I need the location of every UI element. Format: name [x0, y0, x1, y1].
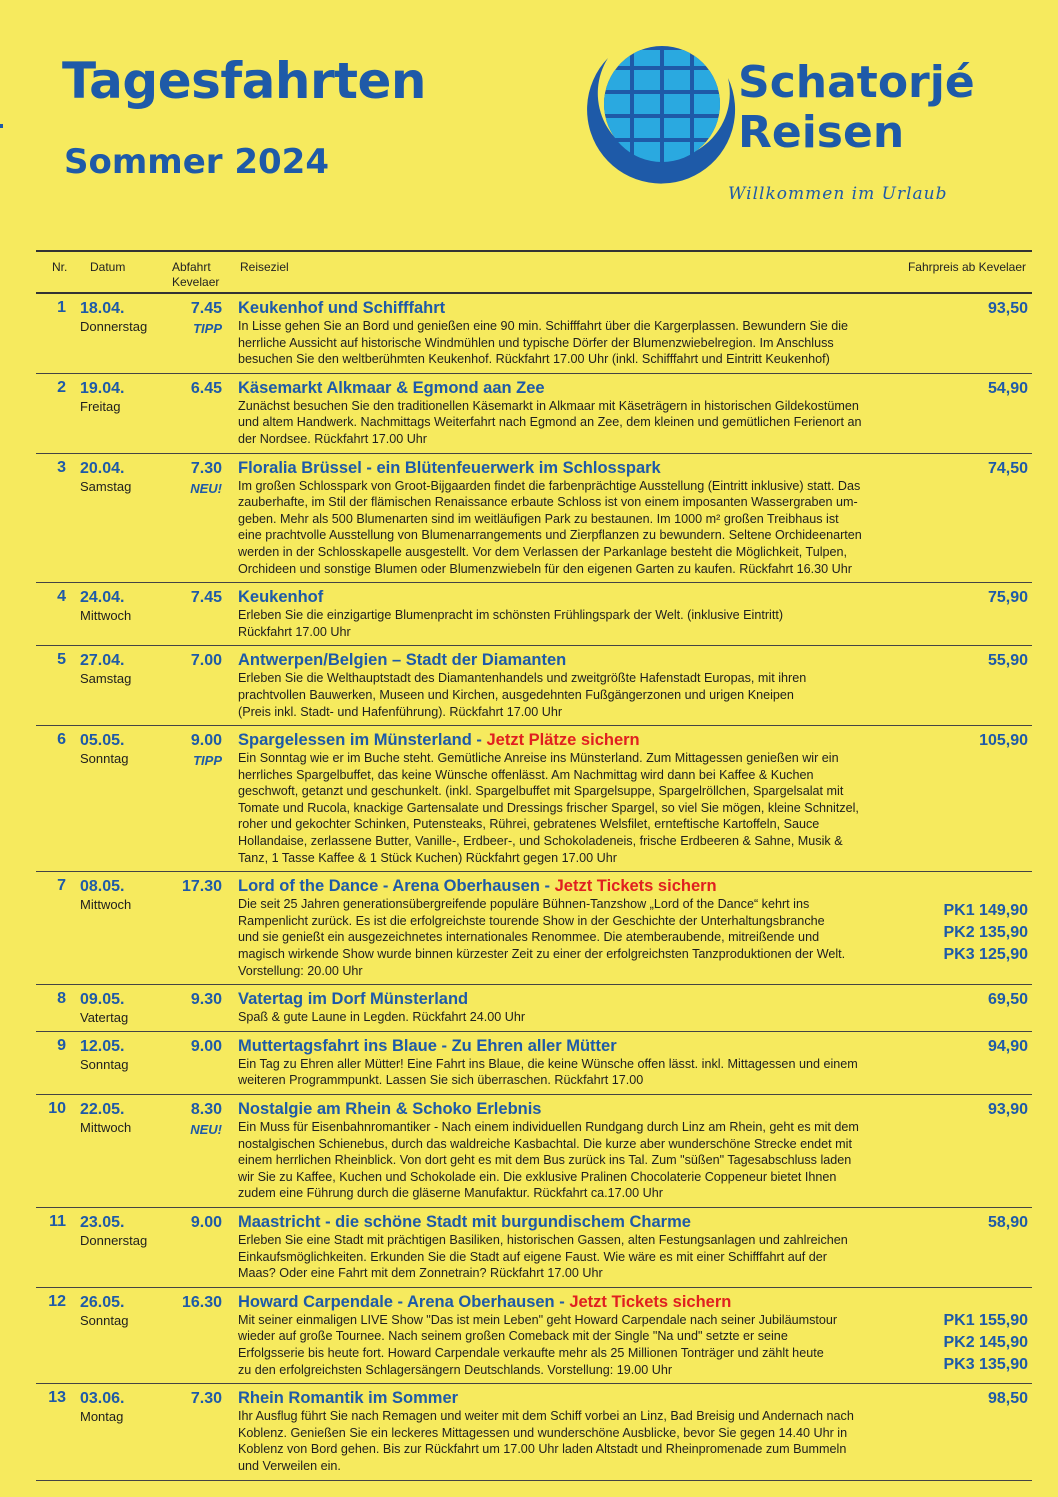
trip-description-line: Rückfahrt 17.00 Uhr	[238, 624, 351, 639]
trip-departure-time: 9.00	[190, 732, 222, 750]
trip-departure	[172, 299, 222, 339]
trip-price: 94,90	[987, 1037, 1028, 1055]
trip-number: 3	[57, 458, 66, 476]
trip-description-line: Die seit 25 Jahren generationsübergreifende populäre Bühnen-Tanzshow „Lord of the Dance“ kehrt ins	[238, 897, 810, 912]
trip-number: 12	[48, 1292, 66, 1310]
col-departure-line1: Abfahrt	[172, 260, 211, 274]
col-nr: Nr.	[52, 260, 68, 274]
trip-weekday: Sonntag	[80, 1056, 129, 1072]
trip-departure	[172, 1037, 222, 1057]
trip-description-line: Ein Muss für Eisenbahnromantiker - Nach einem individuellen Rundgang durch Linz am Rhein, geht es mit dem	[238, 1120, 859, 1134]
trip-date-value: 27.04.	[80, 652, 125, 670]
col-destination: Reiseziel	[240, 260, 289, 274]
trip-description-line: roher und gekochter Schinken, Putensteaks, Rührei, gebratenes Welsfilet, ernteftische Kartoffeln, Sauce	[238, 817, 820, 832]
trip-description-line: Erleben Sie die Welthauptstadt des Diamantenhandels und zweitgrößte Hafenstadt Europas, mit ihren	[238, 671, 807, 686]
trip-number: 9	[57, 1036, 66, 1054]
company-slogan: Willkommen im Urlaub	[728, 184, 948, 204]
trip-highlight: Jetzt Plätze sichern	[486, 731, 640, 750]
trip-description-line: Rampenlicht zurück. Es ist die erfolgreichste tourende Show in der Geschichte der Unterhaltungsbranche	[238, 913, 825, 928]
trip-date-value: 22.05.	[80, 1101, 125, 1118]
trip-description-line: nostalgischen Schienebus, durch das waldreiche Kasbachtal. Die kurze aber wunderschöne Strecke endet mit	[238, 1136, 852, 1151]
trip-highlight: Jetzt Tickets sichern	[554, 877, 717, 896]
trip-weekday: Vatertag	[80, 1010, 129, 1026]
trip-description-line: magisch wirkende Show wurde binnen kürzester Zeit zu einer der erfolgreichsten Tanzproduktionen der Welt.	[238, 947, 846, 962]
trip-number: 2	[57, 378, 66, 396]
trip-row	[36, 985, 1032, 1032]
trip-description-line: werden in der Schlosskapelle ausgestellt. Vor dem Verlassen der Parkanlage besteht die Möglichkeit, Tulpen,	[238, 544, 848, 559]
trip-date-value: 03.06.	[80, 1390, 125, 1408]
trip-description-line: Ihr Ausflug führt Sie nach Remagen und weiter mit dem Schiff vorbei an Linz, Bad Breisig und Andernach nach	[238, 1409, 854, 1424]
trip-weekday: Sonntag	[80, 751, 129, 767]
trip-description-line: Koblenz. Genießen Sie ein leckeres Mittagessen und wunderschöne Ausblicke, bevor Sie gegen 14.40 Uhr in	[238, 1425, 848, 1440]
globe-icon	[578, 38, 738, 198]
trip-highlight: Jetzt Tickets sichern	[569, 1292, 732, 1311]
trip-price: 93,50	[987, 300, 1028, 317]
trip-description-line: besuchen Sie den weltberühmten Keukenhof. Rückfahrt 17.00 Uhr (inkl. Schifffahrt und Eintritt Keukenhof)	[238, 352, 830, 367]
company-name-line2: Reisen	[738, 107, 905, 158]
trip-departure-time: 7.45	[190, 589, 222, 607]
table-header	[36, 250, 1032, 294]
trip-description-line: Ein Tag zu Ehren aller Mütter! Eine Fahrt ins Blaue, die keine Wünsche offen lässt. inkl. Mittagessen und einem	[238, 1056, 858, 1071]
trip-details	[238, 1292, 914, 1378]
trip-description-line: Zunächst besuchen Sie den traditionellen Käsemarkt in Alkmaar mit Käseträgern in historischen Gildekostümen	[238, 398, 859, 413]
trip-title-text: Howard Carpendale - Arena Oberhausen -	[238, 1292, 570, 1311]
trip-title	[238, 458, 914, 478]
trip-departure	[172, 1100, 222, 1140]
trip-description-line: und altem Handwerk. Nachmittags Weiterfahrt nach Egmond an Zee, dem kleinen und gemütlichen Ferienort an	[238, 415, 862, 430]
trip-details	[238, 298, 914, 368]
trip-weekday: Freitag	[80, 398, 121, 414]
trip-number: 4	[57, 588, 66, 606]
trip-title-text: Floralia Brüssel - ein Blütenfeuerwerk im Schlosspark	[238, 458, 661, 477]
trip-title-text: Muttertagsfahrt ins Blaue - Zu Ehren aller Mütter	[238, 1036, 617, 1055]
trip-price: 55,90	[987, 652, 1028, 670]
trip-tag-badge: NEU!	[190, 480, 222, 496]
trip-row	[36, 1208, 1032, 1288]
trip-number: 7	[57, 877, 66, 895]
col-departure	[172, 260, 219, 290]
trip-row	[36, 454, 1032, 584]
trip-description-line: wir Sie zu Kaffee, Kuchen und Schokolade ein. Die exklusive Pralinen Chocolaterie Coppeneur bietet Ihnen	[238, 1169, 837, 1184]
trip-price-category: PK2 145,90	[943, 1333, 1028, 1351]
trip-title-text: Keukenhof und Schifffahrt	[238, 299, 446, 317]
trip-title	[238, 989, 914, 1009]
trip-departure	[172, 1213, 222, 1233]
company-name-line1: Schatorjé	[738, 57, 975, 108]
trip-departure-time: 7.00	[190, 652, 222, 670]
trip-weekday: Sonntag	[80, 1312, 129, 1328]
trip-details	[238, 876, 914, 979]
trip-title-text: Antwerpen/Belgien – Stadt der Diamanten	[238, 651, 567, 670]
trip-price-category: PK1 155,90	[943, 1311, 1028, 1329]
trip-departure-time: 9.30	[190, 991, 222, 1009]
trip-number: 13	[48, 1389, 66, 1407]
trip-price-category: PK3 125,90	[943, 945, 1028, 963]
trip-departure	[172, 1293, 222, 1313]
trip-tag-badge: TIPP	[193, 321, 222, 336]
trip-description-line: Vorstellung: 20.00 Uhr	[238, 963, 363, 978]
trip-description-line: einem herrlichen Rheinblick. Von dort geht es mit dem Bus zurück ins Tal. Zum "süßen" Tagesabschluss laden	[238, 1153, 852, 1168]
trip-description-line: geben. Mehr als 500 Blumenarten sind im weitläufigen Park zu bestaunen. Im 1000 m² großen Treibhaus ist	[238, 511, 839, 526]
trip-weekday: Samstag	[80, 478, 132, 494]
trip-number: 11	[49, 1212, 66, 1230]
trip-price: 54,90	[987, 379, 1028, 397]
trip-description-line: Maas? Oder eine Fahrt mit dem Zonnetrain? Rückfahrt 17.00 Uhr	[238, 1266, 603, 1281]
trip-details	[238, 587, 914, 640]
trip-description-line: Tanz, 1 Tasse Kaffee & 1 Stück Kuchen) Rückfahrt gegen 17.00 Uhr	[238, 850, 617, 865]
trip-description-line: Koblenz von Bord gehen. Bis zur Rückfahrt um 17.00 Uhr laden Altstadt und Rheinpromenade zum Bummeln	[238, 1442, 847, 1457]
trip-table	[36, 250, 1032, 1481]
trip-title-text: Nostalgie am Rhein & Schoko Erlebnis	[238, 1100, 542, 1118]
trip-price-category: PK2 135,90	[943, 923, 1028, 941]
trip-row	[36, 583, 1032, 646]
trip-row	[36, 1095, 1032, 1208]
trip-date-value: 19.04.	[80, 379, 125, 397]
trip-date-value: 09.05.	[80, 991, 125, 1009]
trip-description-line: Einkaufsmöglichkeiten. Erkunden Sie die Stadt auf eigene Faust. Wie wäre es mit einer Schifffahrt auf der	[238, 1249, 827, 1264]
trip-details	[238, 650, 914, 720]
trip-departure	[172, 990, 222, 1010]
trip-title	[238, 1388, 914, 1408]
trip-price: 58,90	[987, 1213, 1028, 1231]
trip-title	[238, 587, 914, 607]
trip-departure	[172, 877, 222, 897]
trip-weekday: Donnerstag	[80, 319, 148, 334]
trip-departure	[172, 379, 222, 399]
trip-weekday: Samstag	[80, 671, 132, 687]
trip-description-line: herrliches Spargelbuffet, das keine Wünsche offenlässt. Am Nachmittag wird dann bei Kaffee & Kuchen	[238, 767, 814, 782]
trip-tag-badge: TIPP	[193, 753, 222, 769]
trip-description-line: Tomate und Rucola, knackige Gartensalate und Dressings frischer Spargel, so viel Sie mögen, kleine Schnitzel,	[238, 800, 859, 815]
trip-description-line: In Lisse gehen Sie an Bord und genießen eine 90 min. Schifffahrt über die Kargerplassen. Bewundern Sie die	[238, 319, 849, 333]
trip-departure-time: 7.30	[190, 459, 222, 477]
trip-date-value: 05.05.	[80, 732, 125, 750]
trip-title	[238, 1036, 914, 1056]
trip-details	[238, 458, 914, 578]
trip-number: 10	[48, 1100, 66, 1117]
trip-title	[238, 730, 914, 750]
trip-description-line: zauberhafte, im Stil der flämischen Renaissance erbaute Schloss ist von einem imposanten Wassergraben um-	[238, 495, 858, 510]
trip-title-text: Käsemarkt Alkmaar & Egmond aan Zee	[238, 378, 545, 397]
trip-title	[238, 1212, 914, 1232]
trip-weekday: Mittwoch	[80, 608, 132, 624]
trip-description-line: prachtvollen Bauwerken, Museen und Kirchen, ausgedehnten Fußgängerzonen und urigen Kneipen	[238, 687, 794, 702]
trip-departure-time: 9.00	[190, 1037, 222, 1055]
trip-row	[36, 1384, 1032, 1480]
trip-details	[238, 378, 914, 448]
trip-departure-time: 9.00	[190, 1213, 222, 1231]
trip-price-category: PK3 135,90	[943, 1355, 1028, 1373]
trip-title-text: Keukenhof	[238, 588, 324, 607]
trip-departure	[172, 731, 222, 771]
trip-description-line: und sie genießt ein ausgezeichnetes internationales Renommee. Die atemberaubende, mitreißende und	[238, 930, 820, 945]
trip-title	[238, 1292, 914, 1312]
trip-description-line: Orchideen und sonstige Blumen oder Blumenzwiebeln für den eigenen Garten zu kaufen. Rückfahrt 16.30 Uhr	[238, 561, 852, 576]
trip-title-text: Maastricht - die schöne Stadt mit burgundischem Charme	[238, 1212, 691, 1231]
trip-title-text: Rhein Romantik im Sommer	[238, 1389, 459, 1408]
company-logo	[578, 38, 1028, 218]
trip-description-line: Ein Sonntag wie er im Buche steht. Gemütliche Anreise ins Münsterland. Zum Mittagessen genießen wir ein	[238, 751, 839, 766]
trip-departure	[172, 1389, 222, 1409]
trip-title	[238, 876, 914, 896]
trip-title	[238, 378, 914, 398]
trip-description-line: eine prachtvolle Ausstellung von Blumenarrangements und Zierpflanzen zu bewundern. Seltene Orchideenarten	[238, 528, 862, 543]
trip-details	[238, 1388, 914, 1474]
trip-list	[36, 294, 1032, 1481]
trip-price: 105,90	[979, 732, 1028, 750]
trip-details	[238, 1036, 914, 1089]
col-departure-line2: Kevelaer	[172, 275, 220, 289]
trip-description-line: (Preis inkl. Stadt- und Hafenführung). Rückfahrt 17.00 Uhr	[238, 704, 563, 719]
trip-number: 5	[57, 651, 66, 669]
trip-row	[36, 646, 1032, 726]
trip-title-text: Lord of the Dance - Arena Oberhausen -	[238, 877, 555, 896]
company-name	[738, 58, 975, 158]
trip-weekday: Mittwoch	[80, 897, 132, 913]
trip-title	[238, 298, 914, 318]
trip-description-line: Im großen Schlosspark von Groot-Bijgaarden findet die farbenprächtige Ausstellung (Eintritt inklusive) statt. Das	[238, 478, 861, 493]
trip-title	[238, 650, 914, 670]
trip-description-line: Spaß & gute Laune in Legden. Rückfahrt 24.00 Uhr	[238, 1010, 526, 1025]
trip-number: 1	[57, 299, 66, 316]
trip-weekday: Mittwoch	[80, 1120, 132, 1135]
trip-row	[36, 1288, 1032, 1384]
trip-number: 6	[57, 731, 66, 749]
trip-details	[238, 1212, 914, 1282]
trip-date-value: 26.05.	[80, 1293, 125, 1311]
trip-number: 8	[57, 990, 66, 1008]
trip-description-line: wieder auf große Tournee. Nach seinem großen Comeback mit der Single "Na und" setzte er seine	[238, 1329, 788, 1344]
trip-row	[36, 294, 1032, 374]
trip-description-line: weiteren Programmpunkt. Lassen Sie sich überraschen. Rückfahrt 17.00	[238, 1073, 644, 1088]
trip-date-value: 24.04.	[80, 589, 125, 607]
trip-price: 74,50	[987, 459, 1028, 477]
trip-tag-badge: NEU!	[190, 1122, 222, 1137]
margin-mark	[0, 124, 3, 128]
trip-price: 69,50	[987, 991, 1028, 1009]
trip-row	[36, 872, 1032, 985]
trip-price: 98,50	[987, 1390, 1028, 1408]
trip-price: 75,90	[987, 589, 1028, 607]
trip-weekday: Montag	[80, 1409, 124, 1425]
trip-departure-time: 16.30	[181, 1293, 222, 1311]
trip-weekday: Donnerstag	[80, 1232, 148, 1248]
trip-description-line: und Verweilen ein.	[238, 1458, 341, 1473]
trip-price: 93,90	[987, 1101, 1028, 1118]
trip-date-value: 12.05.	[80, 1037, 125, 1055]
trip-date-value: 18.04.	[80, 300, 125, 317]
trip-description-line: zudem eine Führung durch die gläserne Manufaktur. Rückfahrt ca.17.00 Uhr	[238, 1186, 663, 1201]
trip-row	[36, 374, 1032, 454]
trip-departure-time: 6.45	[190, 379, 222, 397]
trip-description-line: herrliche Aussicht auf historische Windmühlen und typische Dörfer der Blumenzwiebelregion. Im Anschluss	[238, 335, 834, 350]
trip-departure	[172, 459, 222, 499]
trip-title-text: Vatertag im Dorf Münsterland	[238, 990, 469, 1009]
trip-departure-time: 8.30	[190, 1101, 222, 1118]
col-price: Fahrpreis ab Kevelaer	[907, 260, 1026, 274]
trip-details	[238, 730, 914, 866]
trip-description-line: Erleben Sie eine Stadt mit prächtigen Basiliken, historischen Gassen, alten Festungsanlagen und zahlreichen	[238, 1232, 848, 1247]
trip-departure-time: 17.30	[181, 878, 222, 896]
page-title: Tagesfahrten	[62, 52, 427, 110]
trip-title	[238, 1099, 914, 1119]
trip-description-line: Mit seiner einmaligen LIVE Show "Das ist mein Leben" geht Howard Carpendale nach seiner Jubiläumstour	[238, 1312, 838, 1327]
trip-description-line: geschwoft, getanzt und geschunkelt. (inkl. Spargelbuffet mit Spargelsuppe, Spargelröllchen, Spargelsalat mit	[238, 784, 844, 799]
trip-description-line: Hollandaise, zerlassene Butter, Vanille-, Erdbeer-, und Schokoladeneis, frische Erdbeeren & Sahne, Musik &	[238, 834, 843, 849]
trip-date-value: 20.04.	[80, 459, 125, 477]
trip-description-line: der Nordsee. Rückfahrt 17.00 Uhr	[238, 431, 427, 446]
trip-date-value: 23.05.	[80, 1213, 125, 1231]
trip-departure-time: 7.30	[190, 1390, 222, 1408]
trip-description-line: Erleben Sie die einzigartige Blumenpracht im schönsten Frühlingspark der Welt. (inklusive Eintritt)	[238, 608, 784, 623]
trip-details	[238, 1099, 914, 1202]
trip-title-text: Spargelessen im Münsterland -	[238, 731, 487, 750]
trip-row	[36, 726, 1032, 872]
trip-price-category: PK1 149,90	[943, 901, 1028, 919]
page-subtitle: Sommer 2024	[64, 142, 329, 182]
trip-departure	[172, 651, 222, 671]
trip-departure-time: 7.45	[190, 300, 222, 317]
trip-description-line: Erfolgsserie bis heute fort. Howard Carpendale verkaufte mehr als 25 Millionen Tonträger und zählt heute	[238, 1345, 824, 1360]
trip-row	[36, 1032, 1032, 1095]
trip-date-value: 08.05.	[80, 878, 125, 896]
col-date: Datum	[90, 260, 126, 274]
trip-description-line: zu den erfolgreichsten Schlagersängern Deutschlands. Vorstellung: 19.00 Uhr	[238, 1362, 673, 1377]
trip-details	[238, 989, 914, 1026]
trip-departure	[172, 588, 222, 608]
